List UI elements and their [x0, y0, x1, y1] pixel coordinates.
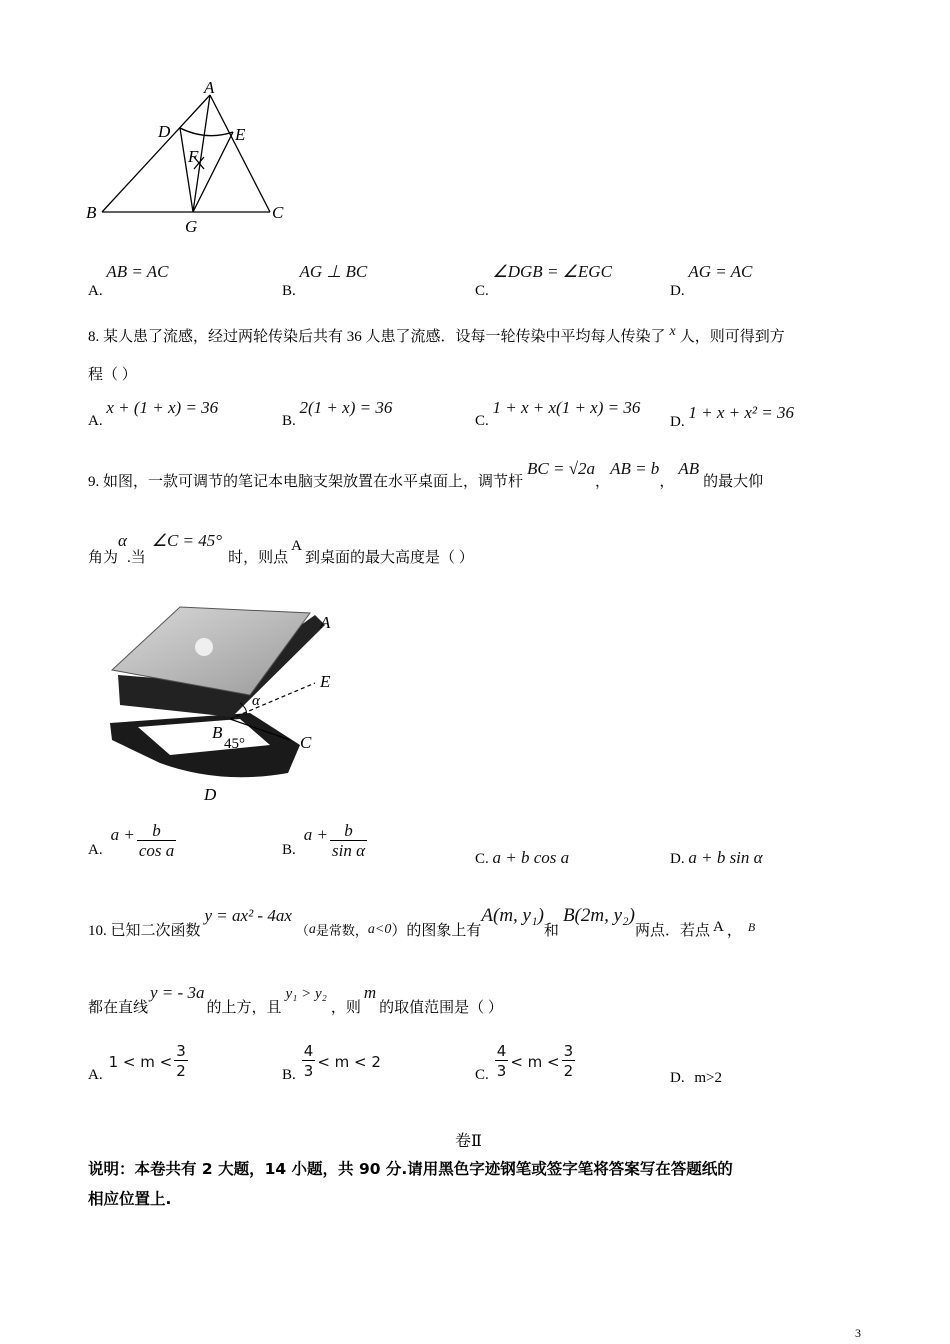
label-C: C: [272, 203, 284, 222]
triangle-figure: [80, 75, 300, 240]
page-number: 3: [855, 1326, 861, 1340]
q9-option-b: B. a + $\frac{b}{\text{sin α}}$: [282, 821, 366, 860]
q9-stem-line2: 角为α.当∠C = 45°时，则点A到桌面的最大高度是（ ）: [88, 531, 474, 566]
q10-option-d: D. m>2: [670, 1070, 722, 1086]
label-F: F: [188, 147, 199, 166]
q7-option-a: A. AB = AC: [88, 262, 169, 299]
q10-stem-line1: 10. 已知二次函数y = ax² - 4ax（a是常数，a<0）的图象上有A(m, y₁)和B(2m, y₂)两点．若点 A ， $_B$: [88, 905, 756, 939]
fig-label-B: B: [212, 723, 223, 742]
laptop-stand-figure: [100, 595, 360, 810]
q10-option-a: A. 1 < m < $\frac{3}{2}$: [88, 1042, 186, 1083]
fig-label-45: 45°: [224, 736, 245, 752]
label-B: B: [86, 203, 97, 222]
label-G: G: [185, 217, 198, 236]
q7-option-c: C. ∠DGB = ∠EGC: [475, 262, 612, 299]
q7-option-b: B. AG ⊥ BC: [282, 262, 368, 299]
q8-stem-line1: 8. 某人患了流感，经过两轮传染后共有 36 人患了流感．设每一轮传染中平均每人传染了 x 人，则可得到方: [88, 324, 785, 345]
label-E: E: [235, 125, 246, 144]
q10-option-c: C. $\frac{4}{3}$ < m < $\frac{3}{2}$: [475, 1042, 574, 1083]
section-note-line1: 说明：本卷共有 2 大题，14 小题，共 90 分.请用黑色字迹钢笔或签字笔将答案写在答题纸的: [88, 1160, 733, 1178]
q10-stem-line2: 都在直线y = - 3a的上方，且y₁ > y₂，则m的取值范围是（ ）: [88, 983, 503, 1016]
q8-option-c: C. 1 + x + x(1 + x) = 36: [475, 398, 641, 429]
label-D: D: [158, 122, 171, 141]
fig-label-E: E: [320, 672, 331, 691]
fig-label-C: C: [300, 733, 312, 752]
q9-stem-line1: 9. 如图，一款可调节的笔记本电脑支架放置在水平桌面上，调节杆BC = √2a，AB = b，AB的最大仰: [88, 459, 764, 490]
q8-option-b: B. 2(1 + x) = 36: [282, 398, 393, 429]
q9-option-c: C. a + b cos a: [475, 848, 570, 867]
q8-stem-line2: 程（ ）: [88, 367, 137, 383]
fig-label-A: A: [320, 613, 331, 632]
q10-option-b: B. $\frac{4}{3}$ < m < 2: [282, 1042, 381, 1083]
label-A: A: [204, 78, 215, 97]
fig-label-alpha: α: [252, 693, 260, 709]
fig-label-D: D: [204, 785, 217, 804]
q8-option-a: A. x + (1 + x) = 36: [88, 398, 219, 429]
q9-option-a: A. a + $\frac{b}{\text{cos a}}$: [88, 821, 175, 860]
section-note-line2: 相应位置上.: [88, 1190, 172, 1208]
q7-option-d: D. AG = AC: [670, 262, 753, 299]
q9-option-d: D. a + b sin α: [670, 848, 763, 867]
q8-option-d: D. 1 + x + x² = 36: [670, 403, 794, 430]
section-title: 卷Ⅱ: [455, 1133, 482, 1150]
